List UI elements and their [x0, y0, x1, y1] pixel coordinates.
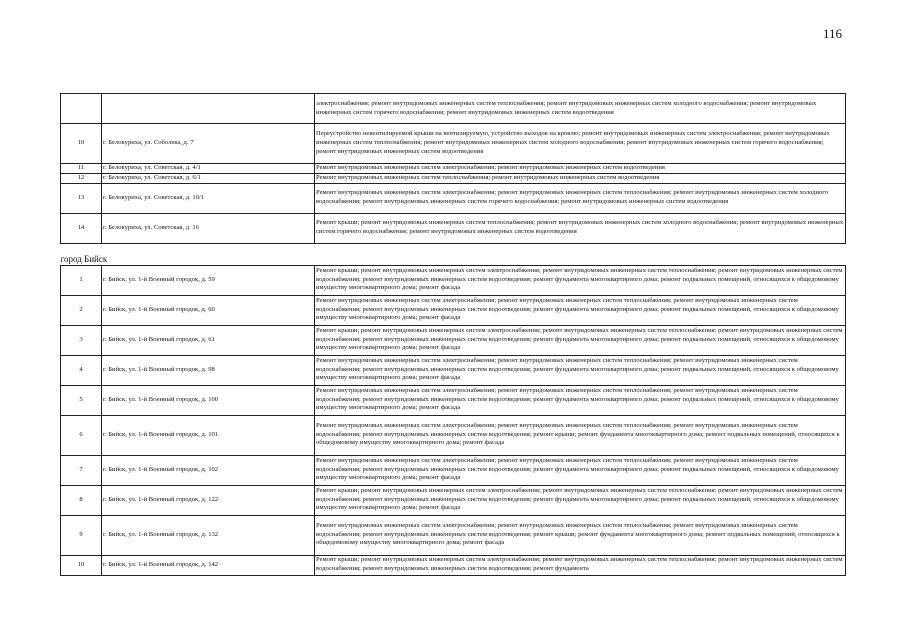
row-number: 1	[61, 265, 102, 295]
row-number	[61, 94, 102, 124]
row-works: Ремонт внутридомовых инженерных систем электроснабжения; ремонт внутридомовых инженерных систем теплоснабжения; ремонт внутридомовых инженерных систем водоснабжения; ремонт внутридомовых инженерных систем водоотведения; ремонт фундамента многоквартирного дома; ремонт подвальных помещений, относящихся к общедомовому имуществу многоквартирного дома; ремонт фасада	[315, 355, 846, 385]
row-works: Ремонт крыши; ремонт внутридомовых инженерных систем электроснабжения; ремонт внутридомовых инженерных систем теплоснабжения; ремонт внутридомовых инженерных систем водоснабжения; ремонт внутридомовых инженерных систем водоотведения; ремонт фундамента многоквартирного дома; ремонт подвальных помещений, относящихся к общедомовому имуществу многоквартирного дома; ремонт фасада	[315, 265, 846, 295]
row-address: г. Бийск, ул. 1-й Военный городок, д. 142	[102, 555, 315, 575]
row-address: г. Бийск, ул. 1-й Военный городок, д. 101	[102, 415, 315, 455]
row-works: Ремонт внутридомовых инженерных систем электроснабжения; ремонт внутридомовых инженерных систем теплоснабжения; ремонт внутридомовых инженерных систем водоснабжения; ремонт внутридомовых инженерных систем водоотведения; ремонт фундамента многоквартирного дома; ремонт подвальных помещений, относящихся к общедомовому имуществу многоквартирного дома; ремонт фасада	[315, 385, 846, 415]
row-address: г. Бийск, ул. 1-й Военный городок, д. 122	[102, 485, 315, 515]
table-row	[61, 385, 846, 415]
row-works: Ремонт внутридомовых инженерных систем электроснабжения; ремонт внутридомовых инженерных систем теплоснабжения; ремонт внутридомовых инженерных систем водоснабжения; ремонт внутридомовых инженерных систем водоотведения; ремонт фундамента многоквартирного дома; ремонт подвальных помещений, относящихся к общедомовому имуществу многоквартирного дома; ремонт фасада	[315, 455, 846, 485]
table-row	[61, 265, 846, 295]
page-number: 116	[822, 26, 842, 41]
row-number: 12	[61, 173, 102, 183]
table-row	[61, 94, 846, 124]
table-row	[61, 355, 846, 385]
row-works: Ремонт крыши; ремонт внутридомовых инженерных систем электроснабжения; ремонт внутридомовых инженерных систем теплоснабжения; ремонт внутридомовых инженерных систем водоснабжения; ремонт внутридомовых инженерных систем водоотведения; ремонт фундамента	[315, 555, 846, 575]
row-works: Ремонт крыши; ремонт внутридомовых инженерных систем теплоснабжения; ремонт внутридомовых инженерных систем холодного водоснабжения; ремонт внутридомовых инженерных систем горячего водоснабжения; ремонт внутридомовых инженерных систем водоотведения	[315, 213, 846, 243]
row-address: г. Белокуриха, ул. Советская, д. 16	[102, 213, 315, 243]
row-works: Ремонт внутридомовых инженерных систем электроснабжения; ремонт внутридомовых инженерных систем теплоснабжения; ремонт внутридомовых инженерных систем водоснабжения; ремонт внутридомовых инженерных систем водоотведения; ремонт крыши; ремонт фундамента многоквартирного дома; ремонт подвальных помещений, относящихся к общедомовому имуществу многоквартирного дома; ремонт фасада	[315, 415, 846, 455]
row-works: Ремонт внутридомовых инженерных систем теплоснабжения; ремонт внутридомовых инженерных систем водоотведения	[315, 173, 846, 183]
section-row	[61, 243, 846, 265]
row-number: 14	[61, 213, 102, 243]
row-number: 4	[61, 355, 102, 385]
row-number: 9	[61, 515, 102, 555]
row-number: 7	[61, 455, 102, 485]
table-row	[61, 295, 846, 325]
row-works: электроснабжения; ремонт внутридомовых инженерных систем теплоснабжения; ремонт внутридомовых инженерных систем холодного водоснабжения; ремонт внутридомовых инженерных систем горячего водоснабжения; ремонт внутридомовых инженерных систем водоотведения	[315, 94, 846, 124]
table-row	[61, 325, 846, 355]
table-row	[61, 455, 846, 485]
row-number: 10	[61, 124, 102, 164]
row-address: г. Белокуриха, ул. Советская, д. 4/1	[102, 164, 315, 174]
row-address: г. Бийск, ул. 1-й Военный городок, д. 59	[102, 265, 315, 295]
row-works: Ремонт внутридомовых инженерных систем электроснабжения; ремонт внутридомовых инженерных систем теплоснабжения; ремонт внутридомовых инженерных систем водоснабжения; ремонт внутридомовых инженерных систем водоотведения; ремонт крыши; ремонт фундамента многоквартирного дома; ремонт подвальных помещений, относящихся к общедомовому имуществу многоквартирного дома; ремонт фасада	[315, 515, 846, 555]
row-works: Ремонт крыши; ремонт внутридомовых инженерных систем электроснабжения; ремонт внутридомовых инженерных систем теплоснабжения; ремонт внутридомовых инженерных систем водоснабжения; ремонт внутридомовых инженерных систем водоотведения; ремонт фундамента многоквартирного дома; ремонт подвальных помещений, относящихся к общедомовому имуществу многоквартирного дома; ремонт фасада	[315, 485, 846, 515]
row-address: г. Бийск, ул. 1-й Военный городок, д. 100	[102, 385, 315, 415]
row-works: Ремонт внутридомовых инженерных систем электроснабжения; ремонт внутридомовых инженерных систем водоотведения	[315, 164, 846, 174]
row-address: г. Бийск, ул. 1-й Военный городок, д. 61	[102, 325, 315, 355]
row-works: Ремонт крыши; ремонт внутридомовых инженерных систем электроснабжения; ремонт внутридомовых инженерных систем теплоснабжения; ремонт внутридомовых инженерных систем водоснабжения; ремонт внутридомовых инженерных систем водоотведения; ремонт фундамента многоквартирного дома; ремонт подвальных помещений, относящихся к общедомовому имуществу многоквартирного дома; ремонт фасада	[315, 325, 846, 355]
row-number: 5	[61, 385, 102, 415]
row-address: г. Бийск, ул. 1-й Военный городок, д. 98	[102, 355, 315, 385]
table-row	[61, 183, 846, 213]
repair-works-table	[60, 93, 846, 576]
row-address: г. Белокуриха, ул. Соболева, д. 7	[102, 124, 315, 164]
row-number: 3	[61, 325, 102, 355]
row-works: Переустройство невентилируемой крыши на вентилируемую, устройство выходов на кровлю; ремонт внутридомовых инженерных систем электроснабжения; ремонт внутридомовых инженерных систем теплоснабжения; ремонт внутридомовых инженерных систем холодного водоснабжения; ремонт внутридомовых инженерных систем горячего водоснабжения; ремонт внутридомовых инженерных систем водоотведения	[315, 124, 846, 164]
row-number: 8	[61, 485, 102, 515]
row-number: 2	[61, 295, 102, 325]
row-address	[102, 94, 315, 124]
row-address: г. Белокуриха, ул. Советская, д. 6/1	[102, 173, 315, 183]
table-row	[61, 213, 846, 243]
row-address: г. Бийск, ул. 1-й Военный городок, д. 132	[102, 515, 315, 555]
row-address: г. Бийск, ул. 1-й Военный городок, д. 102	[102, 455, 315, 485]
table-row	[61, 124, 846, 164]
table-row	[61, 555, 846, 575]
row-works: Ремонт внутридомовых инженерных систем электроснабжения; ремонт внутридомовых инженерных систем теплоснабжения; ремонт внутридомовых инженерных систем водоснабжения; ремонт внутридомовых инженерных систем водоотведения; ремонт фундамента многоквартирного дома; ремонт подвальных помещений, относящихся к общедомовому имуществу многоквартирного дома; ремонт фасада	[315, 295, 846, 325]
table-row	[61, 164, 846, 174]
table-row	[61, 173, 846, 183]
row-number: 10	[61, 555, 102, 575]
table-row	[61, 515, 846, 555]
table-row	[61, 485, 846, 515]
row-number: 6	[61, 415, 102, 455]
row-number: 13	[61, 183, 102, 213]
row-address: г. Белокуриха, ул. Советская, д. 10/1	[102, 183, 315, 213]
row-number: 11	[61, 164, 102, 174]
row-address: г. Бийск, ул. 1-й Военный городок, д. 60	[102, 295, 315, 325]
row-works: Ремонт внутридомовых инженерных систем электроснабжения; ремонт внутридомовых инженерных систем теплоснабжения; ремонт внутридомовых инженерных систем холодного водоснабжения; ремонт внутридомовых инженерных систем горячего водоснабжения; ремонт внутридомовых инженерных систем водоотведения	[315, 183, 846, 213]
table-row	[61, 415, 846, 455]
section-title: город Бийск	[61, 243, 846, 265]
